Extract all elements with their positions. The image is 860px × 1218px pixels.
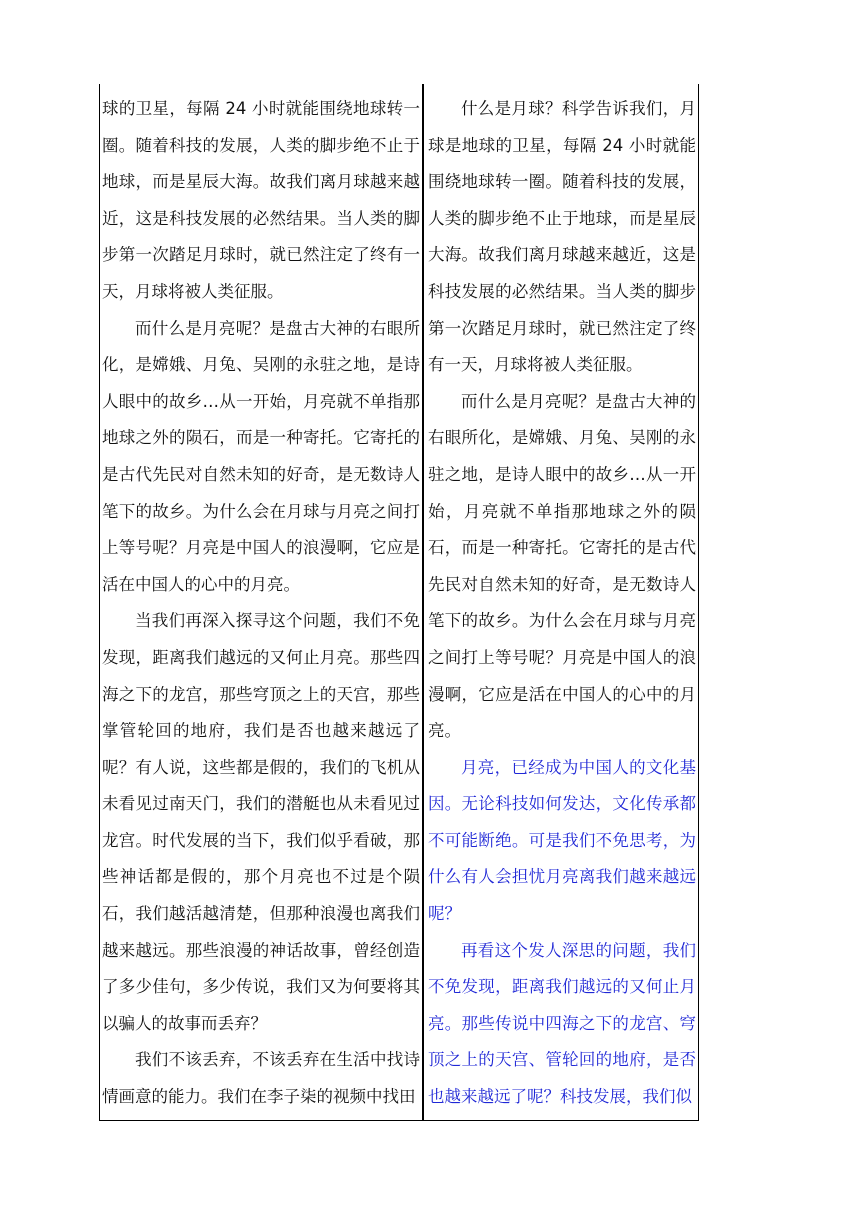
column-divider — [422, 84, 424, 1120]
right-paragraph-1: 什么是月球？科学告诉我们，月球是地球的卫星，每隔 24 小时就能围绕地球转一圈。随着科技的发展，人类的脚步绝不止于地球，而是星辰大海。故我们离月球越来越近，这是科技发展的必然结果。当人类的脚步第一次踏足月球时，就已然注定了终有一天，月球将被人类征服。 — [428, 99, 696, 375]
left-paragraph-1: 球的卫星，每隔 24 小时就能围绕地球转一圈。随着科技的发展，人类的脚步绝不止于地球，而是星辰大海。故我们离月球越来越近，这是科技发展的必然结果。当人类的脚步第一次踏足月球时，就已然注定了终有一天，月球将被人类征服。 — [102, 99, 420, 301]
comparison-table — [99, 84, 699, 1121]
left-paragraph-3: 当我们再深入探寻这个问题，我们不免发现，距离我们越远的又何止月亮。那些四海之下的龙宫，那些穹顶之上的天宫，那些掌管轮回的地府，我们是否也越来越远了呢？有人说，这些都是假的，我们的飞机从未看见过南天门，我们的潜艇也从未看见过龙宫。时代发展的当下，我们似乎看破，那些神话都是假的，那个月亮也不过是个陨石，我们越活越清楚，但那种浪漫也离我们越来越远。那些浪漫的神话故事，曾经创造了多少佳句，多少传说，我们又为何要将其以骗人的故事而丢弃？ — [102, 611, 420, 1033]
left-paragraph-2: 而什么是月亮呢？是盘古大神的右眼所化，是嫦娥、月兔、吴刚的永驻之地，是诗人眼中的故乡…从一开始，月亮就不单指那地球之外的陨石，而是一种寄托。它寄托的是古代先民对自然未知的好奇，是无数诗人笔下的故乡。为什么会在月球与月亮之间打上等号呢？月亮是中国人的浪漫啊，它应是活在中国人的心中的月亮。 — [102, 318, 420, 594]
right-paragraph-4-revised: 再看这个发人深思的问题，我们不免发现，距离我们越远的又何止月亮。那些传说中四海之下的龙宫、穹顶之上的天宫、管轮回的地府，是否也越来越远了呢？科技发展，我们似 — [428, 940, 696, 1107]
right-column — [428, 84, 696, 1120]
left-paragraph-4: 我们不该丢弃，不该丢弃在生活中找诗情画意的能力。我们在李子柒的视频中找田 — [102, 1050, 420, 1107]
left-column — [102, 84, 420, 1120]
right-paragraph-2: 而什么是月亮呢？是盘古大神的右眼所化，是嫦娥、月兔、吴刚的永驻之地，是诗人眼中的故乡…从一开始，月亮就不单指那地球之外的陨石，而是一种寄托。它寄托的是古代先民对自然未知的好奇，是无数诗人笔下的故乡。为什么会在月球与月亮之间打上等号呢？月亮是中国人的浪漫啊，它应是活在中国人的心中的月亮。 — [428, 391, 696, 741]
right-paragraph-3-revised: 月亮，已经成为中国人的文化基因。无论科技如何发达，文化传承都不可能断绝。可是我们不免思考，为什么有人会担忧月亮离我们越来越远呢？ — [428, 757, 696, 924]
